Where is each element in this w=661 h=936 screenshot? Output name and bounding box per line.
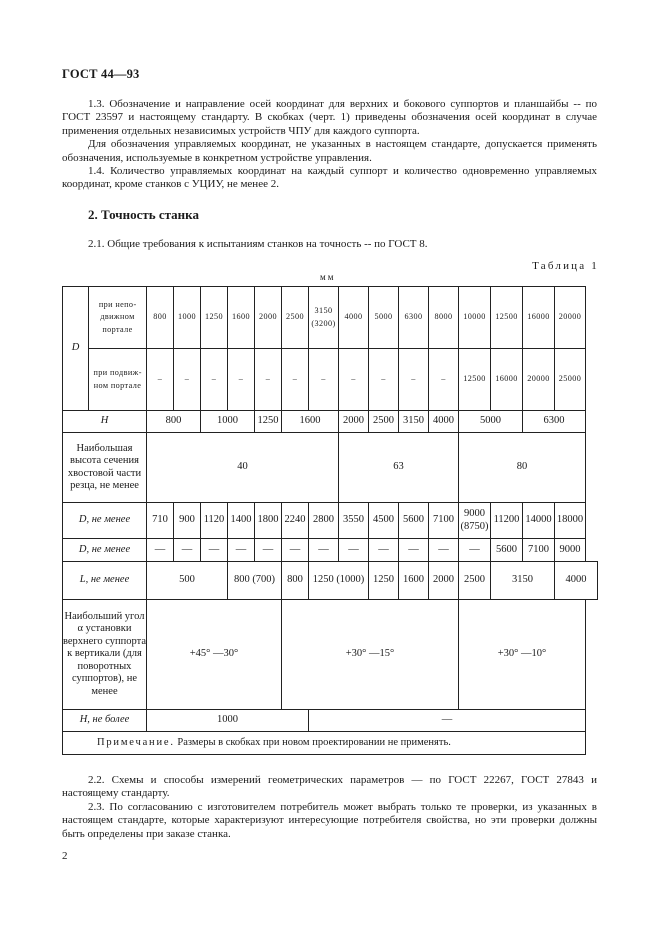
angle-cell: +30° —10° (459, 600, 586, 710)
H-cell: 1600 (282, 411, 339, 433)
table-row-Hmax (63, 710, 598, 732)
movable-cell: – (255, 349, 282, 411)
table-row-H (63, 411, 598, 433)
D1-cell: 18000 (555, 503, 586, 539)
paragraph-1-3: 1.3. Обозначение и направление осей координат для верхних и бокового суппортов и планшайбы -- по ГОСТ 23597 и настоящему стандарту. В скобках (черт. 1) приведены обозначения осей координат в случае применения отдельных независимых устройств ЧПУ для каждого суппорта. (62, 98, 597, 137)
fixed-cell: 5000 (369, 287, 399, 349)
table-caption: Таблица 1 (532, 260, 599, 272)
page-number: 2 (62, 850, 68, 862)
D1-cell: 7100 (429, 503, 459, 539)
fixed-cell: 800 (147, 287, 174, 349)
H-cell: 1250 (255, 411, 282, 433)
movable-cell: 20000 (523, 349, 555, 411)
D2-cell: — (309, 539, 339, 562)
L-cell: 1250 (1000) (309, 562, 369, 600)
paragraph-1-4: 1.4. Количество управляемых координат на каждый суппорт и количество одновременно управляемых координат, кроме станков с УЦИУ, не менее 2. (62, 165, 597, 191)
paragraph-2-2: 2.2. Схемы и способы измерений геометрических параметров — по ГОСТ 22267, ГОСТ 27843 и настоящему стандарту. (62, 774, 597, 800)
D1-cell: 900 (174, 503, 201, 539)
H-cell: 2500 (369, 411, 399, 433)
cutter-height-label: Наибольшая высота сечения хвостовой части резца, не менее (63, 433, 147, 503)
L-cell: 4000 (555, 562, 598, 600)
D2-label: D, не менее (63, 539, 147, 562)
D2-cell: — (255, 539, 282, 562)
D1-cell: 9000 (8750) (459, 503, 491, 539)
table-note-row (63, 732, 598, 755)
fixed-cell: 4000 (339, 287, 369, 349)
table-row-angle (63, 600, 598, 710)
movable-cell: – (174, 349, 201, 411)
D1-cell: 11200 (491, 503, 523, 539)
D1-cell: 710 (147, 503, 174, 539)
H-cell: 3150 (399, 411, 429, 433)
movable-cell: – (429, 349, 459, 411)
fixed-cell: 2000 (255, 287, 282, 349)
D2-cell: 5600 (491, 539, 523, 562)
D2-cell: 9000 (555, 539, 586, 562)
movable-cell: 16000 (491, 349, 523, 411)
angle-label: Наибольший угол α установки верхнего суппорта к вертикали (для поворотных суппортов), не менее (63, 600, 147, 710)
H-cell: 1000 (201, 411, 255, 433)
movable-cell: – (282, 349, 309, 411)
note-title: Примечание. (97, 736, 175, 748)
L-cell: 800 (700) (228, 562, 282, 600)
paragraph-2-3: 2.3. По согласованию с изготовителем потребитель может выбрать только те проверки, из указанных в настоящем стандарте, которые характеризуют интересующие потребителя свойства, но эти проверки должны быть определены при заказе станка. (62, 800, 597, 840)
fixed-cell: 8000 (429, 287, 459, 349)
fixed-cell: 16000 (523, 287, 555, 349)
L-cell: 1250 (369, 562, 399, 600)
Hmax-cell: 1000 (147, 710, 309, 732)
table-row-movable (63, 349, 598, 411)
L-label: L, не менее (63, 562, 147, 600)
H-cell: 800 (147, 411, 201, 433)
movable-cell: – (399, 349, 429, 411)
paragraph-1-3-cont: Для обозначения управляемых координат, не указанных в настоящем стандарте, допускается применять обозначения, используемые в конкретном устройстве управления. (62, 138, 597, 164)
table-note (63, 732, 586, 755)
H-cell: 6300 (523, 411, 586, 433)
angle-cell: +30° —15° (282, 600, 459, 710)
L-cell: 2000 (429, 562, 459, 600)
specs-table (62, 286, 598, 755)
fixed-cell: 1250 (201, 287, 228, 349)
D1-cell: 2240 (282, 503, 309, 539)
fixed-cell: 12500 (491, 287, 523, 349)
D1-cell: 1400 (228, 503, 255, 539)
movable-cell: – (228, 349, 255, 411)
table-units: мм (320, 272, 336, 282)
D1-cell: 4500 (369, 503, 399, 539)
L-cell: 1600 (399, 562, 429, 600)
table-row-fixed (63, 287, 598, 349)
D2-cell: — (201, 539, 228, 562)
D1-cell: 2800 (309, 503, 339, 539)
H-cell: 5000 (459, 411, 523, 433)
table-row-L (63, 562, 598, 600)
height-cell: 80 (459, 433, 586, 503)
H-cell: 2000 (339, 411, 369, 433)
fixed-cell: 6300 (399, 287, 429, 349)
table-row-D2 (63, 539, 598, 562)
L-cell: 2500 (459, 562, 491, 600)
movable-cell: 12500 (459, 349, 491, 411)
fixed-portal-label: при неподвижном портале (89, 287, 147, 349)
movable-cell: – (369, 349, 399, 411)
D2-cell: 7100 (523, 539, 555, 562)
fixed-cell: 20000 (555, 287, 586, 349)
D2-cell: — (339, 539, 369, 562)
movable-portal-label: при подвижном портале (89, 349, 147, 411)
D-label: D (63, 287, 89, 411)
movable-cell: – (309, 349, 339, 411)
D2-cell: — (147, 539, 174, 562)
fixed-cell: 1000 (174, 287, 201, 349)
fixed-cell: 3150 (3200) (309, 287, 339, 349)
table-row-height (63, 433, 598, 503)
height-cell: 63 (339, 433, 459, 503)
fixed-cell: 1600 (228, 287, 255, 349)
closing-text (62, 774, 597, 841)
table-row-D1 (63, 503, 598, 539)
intro-text (62, 98, 597, 192)
D1-cell: 3550 (339, 503, 369, 539)
D2-cell: — (399, 539, 429, 562)
L-cell: 3150 (491, 562, 555, 600)
Hmax-cell: — (309, 710, 586, 732)
fixed-cell: 2500 (282, 287, 309, 349)
D1-cell: 1120 (201, 503, 228, 539)
document-header: ГОСТ 44—93 (62, 67, 140, 81)
D2-cell: — (459, 539, 491, 562)
movable-cell: – (339, 349, 369, 411)
angle-cell: +45° —30° (147, 600, 282, 710)
D2-cell: — (174, 539, 201, 562)
D1-cell: 1800 (255, 503, 282, 539)
H-cell: 4000 (429, 411, 459, 433)
movable-cell: 25000 (555, 349, 586, 411)
Hmax-label: H, не более (63, 710, 147, 732)
movable-cell: – (147, 349, 174, 411)
height-cell: 40 (147, 433, 339, 503)
D1-label: D, не менее (63, 503, 147, 539)
paragraph-2-1: 2.1. Общие требования к испытаниям станков на точность -- по ГОСТ 8. (88, 238, 428, 250)
D2-cell: — (369, 539, 399, 562)
D2-cell: — (429, 539, 459, 562)
section-title: 2. Точность станка (88, 207, 199, 222)
H-label: H (63, 411, 147, 433)
movable-cell: – (201, 349, 228, 411)
D1-cell: 14000 (523, 503, 555, 539)
fixed-cell: 10000 (459, 287, 491, 349)
D2-cell: — (282, 539, 309, 562)
D2-cell: — (228, 539, 255, 562)
D1-cell: 5600 (399, 503, 429, 539)
L-cell: 500 (147, 562, 228, 600)
L-cell: 800 (282, 562, 309, 600)
note-text: Размеры в скобках при новом проектировании не применять. (177, 736, 451, 748)
